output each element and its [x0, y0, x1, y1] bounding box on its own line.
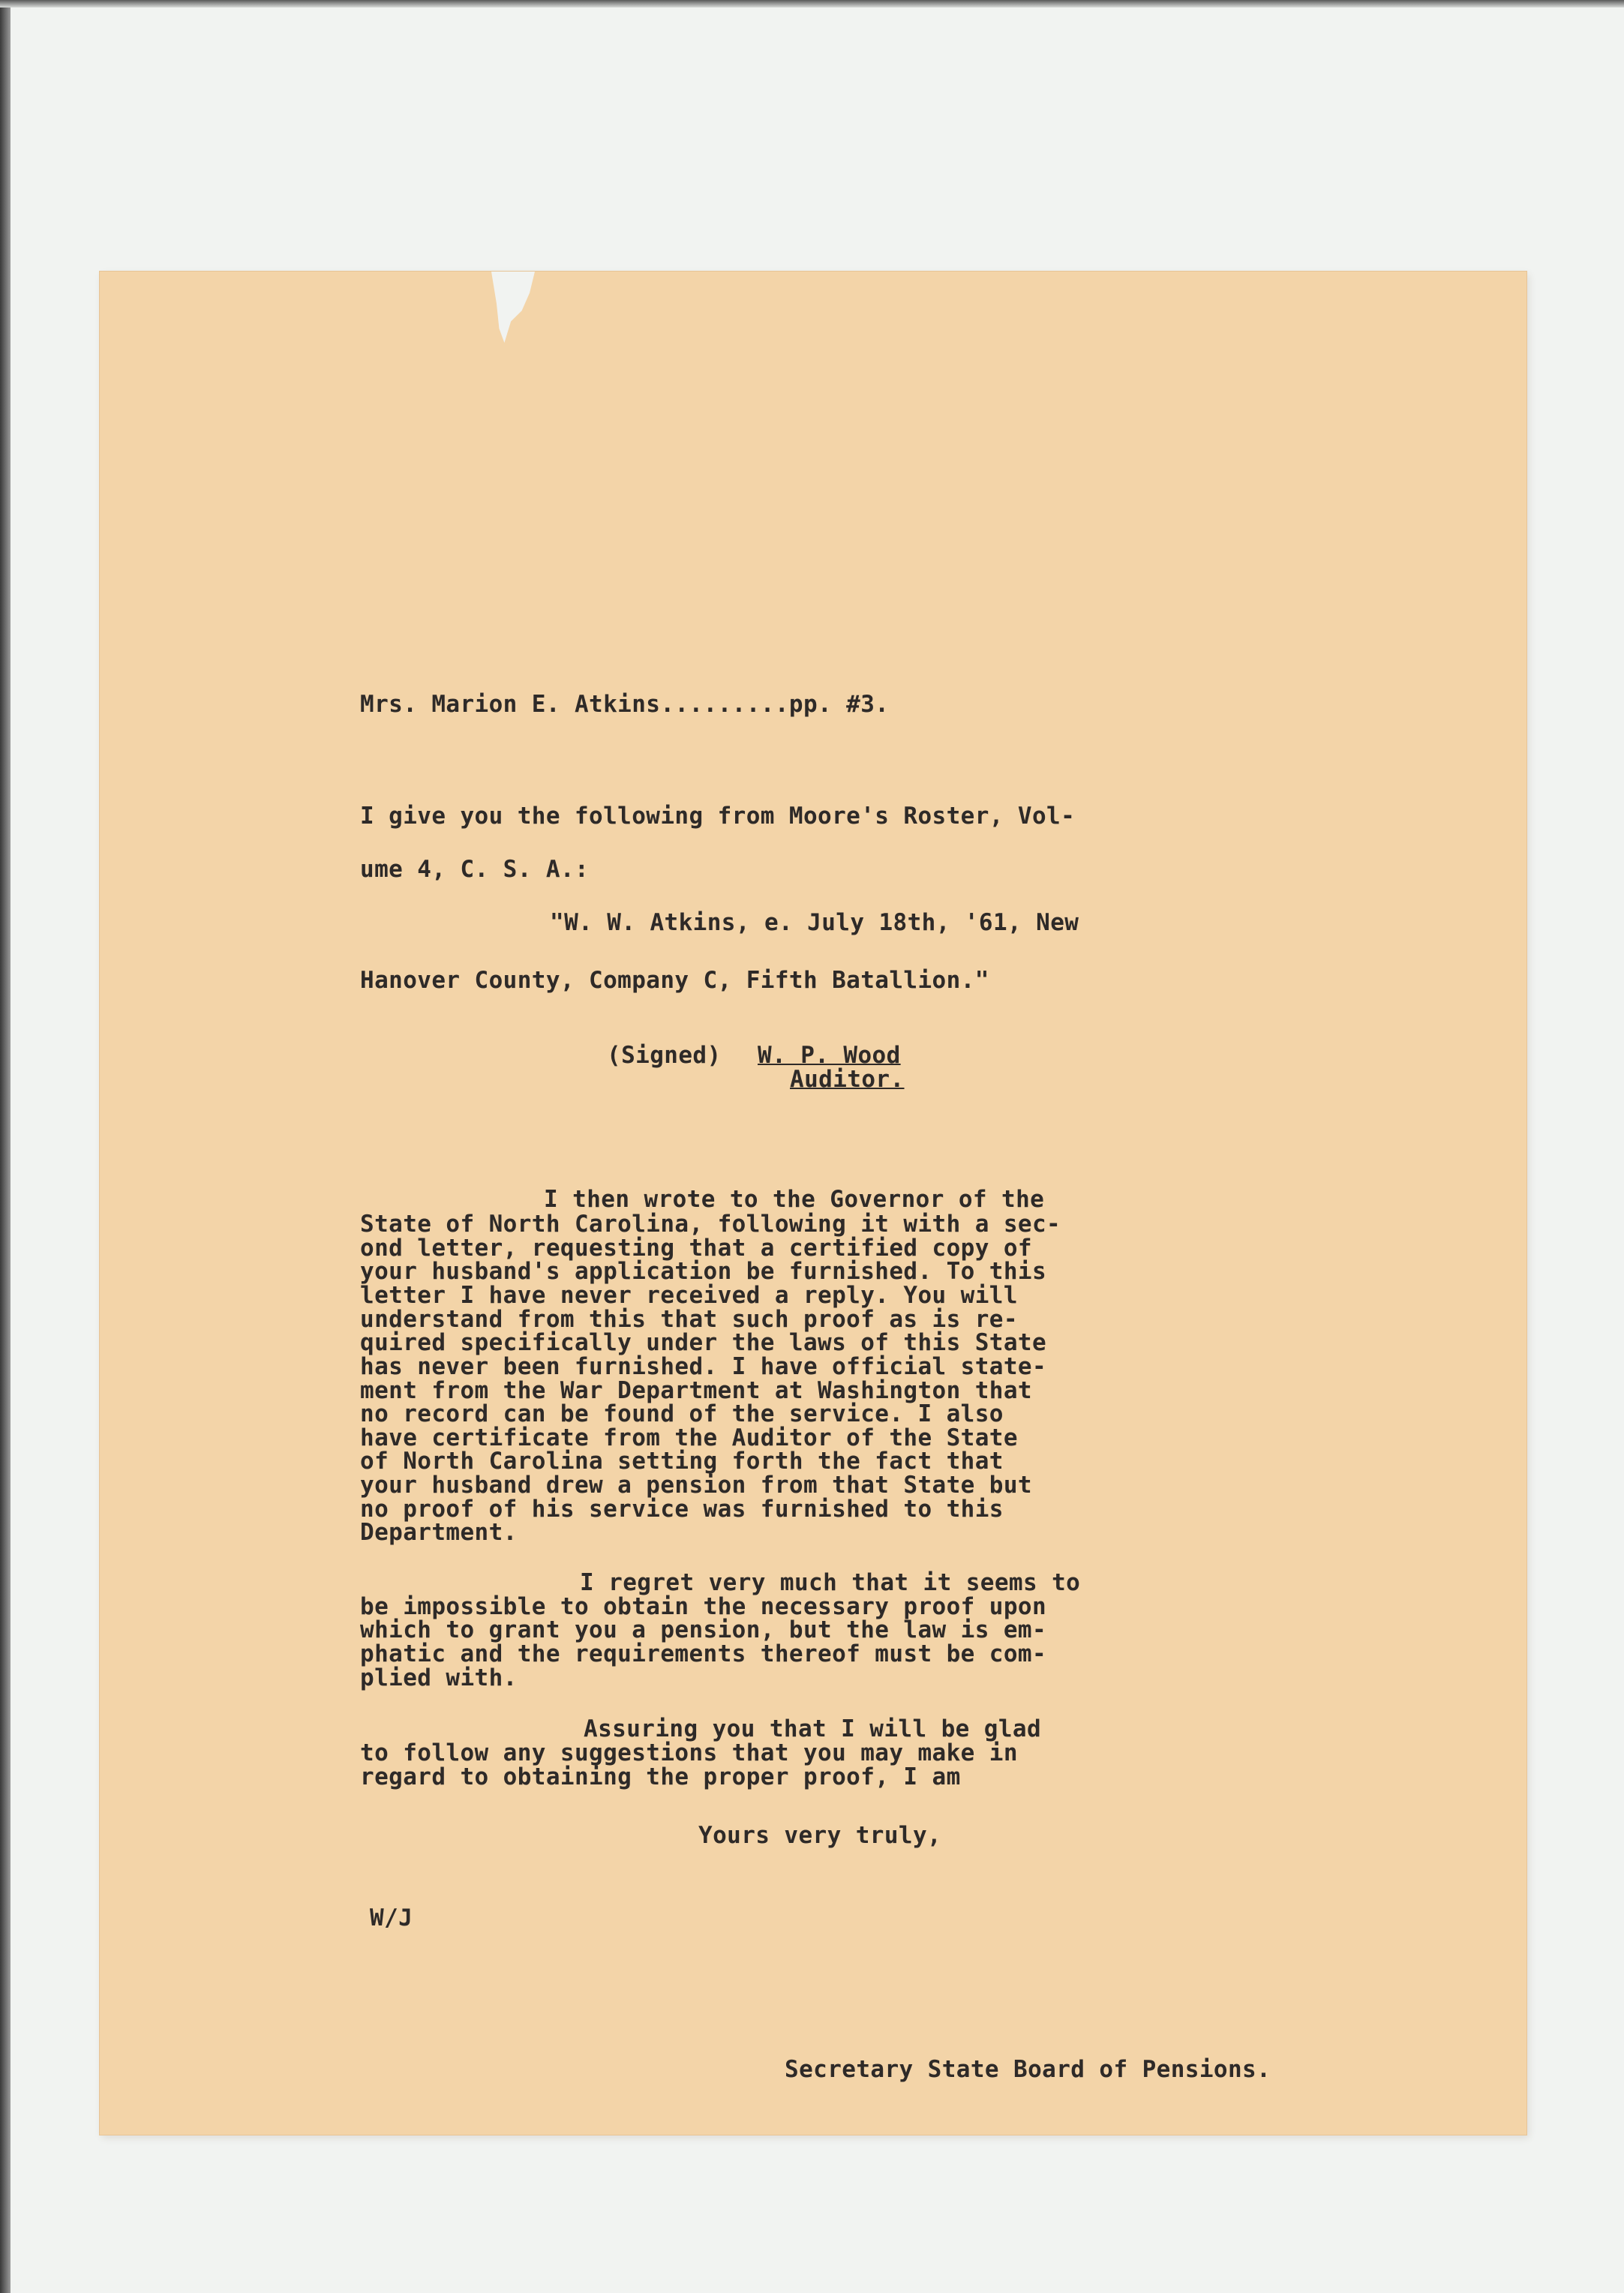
intro-line: I give you the following from Moore's Roster, Vol-	[360, 803, 1076, 830]
paragraph-line: regard to obtaining the proper proof, I am	[360, 1763, 961, 1790]
closing: Yours very truly,	[698, 1822, 942, 1849]
paragraph-line: no proof of his service was furnished to this	[360, 1496, 1004, 1523]
paragraph-line: ment from the War Department at Washington that	[360, 1377, 1032, 1404]
paragraph-line: of North Carolina setting forth the fact that	[360, 1448, 1004, 1475]
letter-body	[100, 272, 1526, 2135]
page-header: Mrs. Marion E. Atkins.........pp. #3.	[360, 691, 890, 718]
scan-edge-top	[0, 0, 1624, 8]
paragraph-line: Assuring you that I will be glad	[584, 1715, 1042, 1742]
paragraph-line: have certificate from the Auditor of the State	[360, 1424, 1018, 1451]
signed-title: Auditor.	[790, 1066, 905, 1093]
signature-title: Secretary State Board of Pensions.	[785, 2056, 1271, 2083]
paragraph-line: no record can be found of the service. I also	[360, 1400, 1004, 1427]
paragraph-line: understand from this that such proof as is re-	[360, 1306, 1018, 1333]
paragraph-line: I then wrote to the Governor of the	[544, 1186, 1045, 1213]
paragraph-line: State of North Carolina, following it with a sec-	[360, 1211, 1061, 1238]
paragraph-line: Department.	[360, 1519, 518, 1546]
signed-name: W. P. Wood	[758, 1042, 901, 1069]
paragraph-line: to follow any suggestions that you may make in	[360, 1739, 1018, 1766]
paragraph-line: which to grant you a pension, but the law is em-	[360, 1616, 1047, 1643]
paragraph-line: has never been furnished. I have official state-	[360, 1353, 1047, 1380]
quote-line: "W. W. Atkins, e. July 18th, '61, New	[550, 909, 1079, 936]
typist-initials: W/J	[370, 1904, 413, 1931]
paragraph-line: ond letter, requesting that a certified copy of	[360, 1235, 1032, 1262]
paragraph-line: I regret very much that it seems to	[580, 1569, 1081, 1596]
intro-line: ume 4, C. S. A.:	[360, 856, 590, 883]
paragraph-line: plied with.	[360, 1664, 518, 1691]
quote-line: Hanover County, Company C, Fifth Batallion."	[360, 967, 989, 994]
signed-label: (Signed)	[607, 1042, 722, 1069]
paragraph-line: letter I have never received a reply. You will	[360, 1282, 1018, 1309]
paragraph-line: quired specifically under the laws of this State	[360, 1329, 1047, 1356]
paragraph-line: be impossible to obtain the necessary proof upon	[360, 1593, 1047, 1620]
paragraph-line: your husband's application be furnished. To this	[360, 1258, 1047, 1285]
paragraph-line: phatic and the requirements thereof must be com-	[360, 1640, 1047, 1667]
paragraph-line: your husband drew a pension from that State but	[360, 1472, 1032, 1499]
scan-edge	[0, 0, 11, 2293]
